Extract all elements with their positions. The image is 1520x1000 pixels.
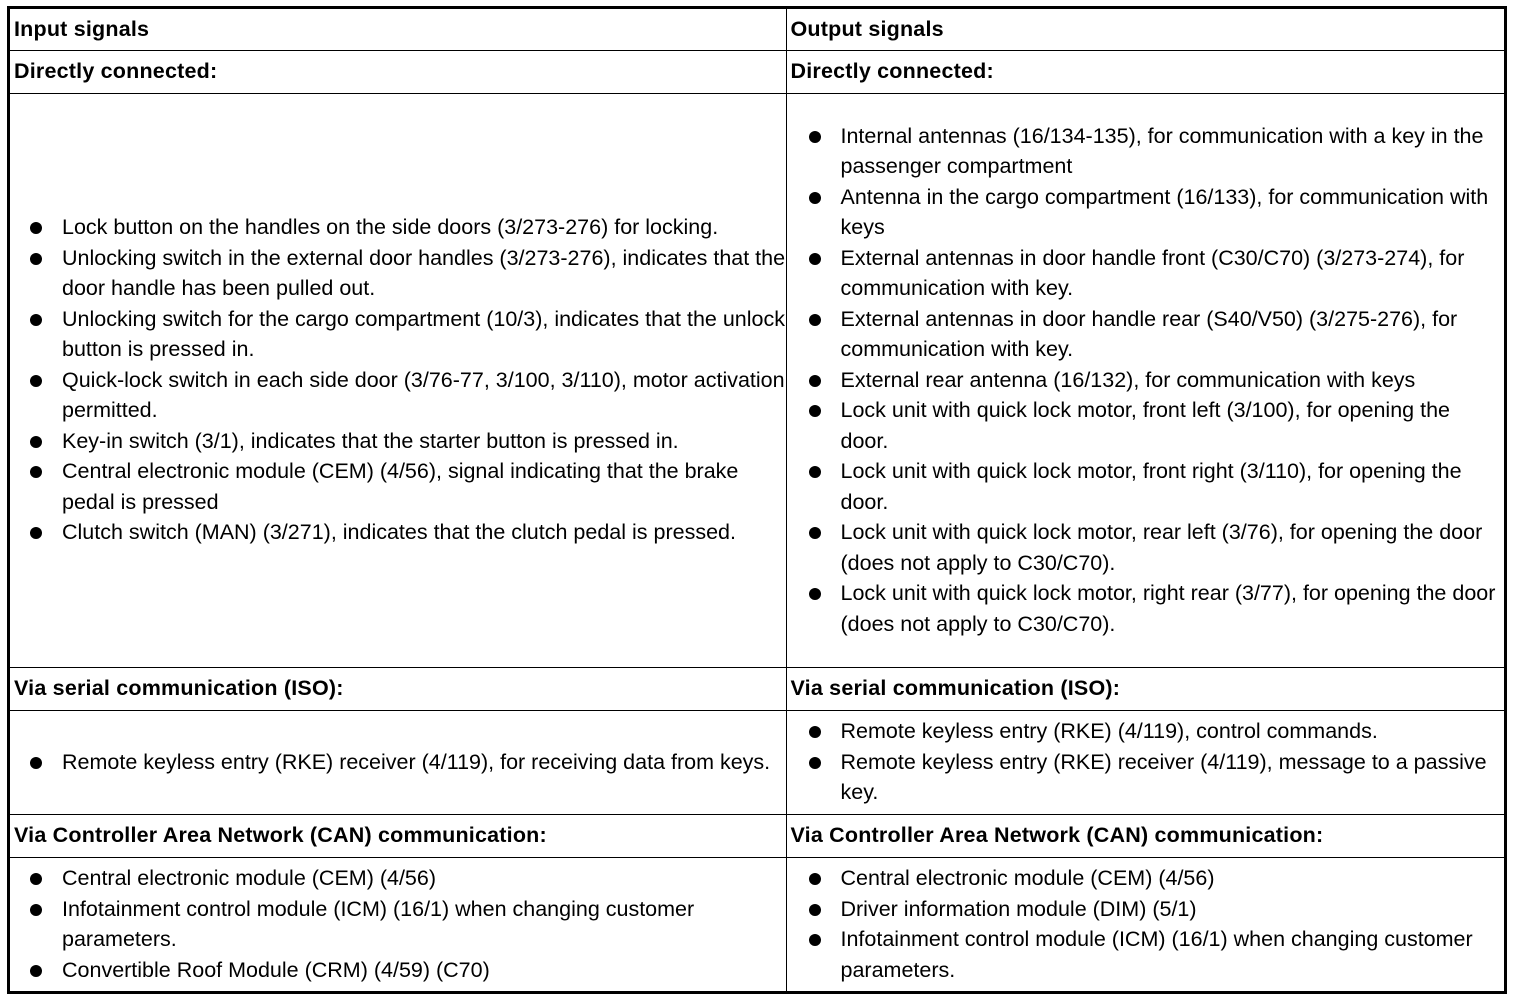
list-item xyxy=(62,304,786,365)
input-iso-list xyxy=(10,710,786,814)
list-item-text: Quick-lock switch in each side door (3/76-77, 3/100, 3/110), motor activation permitted. xyxy=(62,367,785,423)
list-item-text: Central electronic module (CEM) (4/56) xyxy=(62,866,436,891)
list-item-text: Remote keyless entry (RKE) receiver (4/119), message to a passive key. xyxy=(840,749,1487,805)
list-item-text: Unlocking switch in the external door handles (3/273-276), indicates that the door handle has been pulled out. xyxy=(62,245,786,301)
list-item xyxy=(841,578,1501,639)
list-item-text: Remote keyless entry (RKE) receiver (4/119), for receiving data from keys. xyxy=(62,749,771,774)
bullet-icon xyxy=(30,466,42,478)
bullet-icon xyxy=(30,873,42,885)
list-item xyxy=(841,243,1501,304)
signals-table xyxy=(7,6,1507,994)
list-item xyxy=(841,456,1501,517)
list-item xyxy=(62,894,786,955)
bullet-icon xyxy=(809,726,821,738)
bullet-icon xyxy=(30,904,42,916)
output-directly-connected-list xyxy=(786,93,1504,667)
bullet-icon xyxy=(30,253,42,265)
list-item-text: Convertible Roof Module (CRM) (4/59) (C70) xyxy=(62,957,490,982)
list-item-text: Lock unit with quick lock motor, front left (3/100), for opening the door. xyxy=(840,398,1450,453)
input-signals-header: Input signals xyxy=(10,9,786,50)
list-item-text: Lock button on the handles on the side doors (3/273-276) for locking. xyxy=(62,215,719,240)
bullet-icon xyxy=(809,131,821,143)
bullet-icon xyxy=(809,466,821,478)
list-item-text: Central electronic module (CEM) (4/56), signal indicating that the brake pedal is pressed xyxy=(62,459,739,514)
list-item-text: Antenna in the cargo compartment (16/133), for communication with keys xyxy=(840,184,1489,240)
list-item-text: Remote keyless entry (RKE) (4/119), control commands. xyxy=(840,719,1378,744)
list-item xyxy=(62,863,786,894)
output-can-list xyxy=(786,857,1504,991)
bullet-icon xyxy=(809,375,821,387)
bullet-icon xyxy=(30,757,42,769)
list-item xyxy=(62,456,786,517)
bullet-icon xyxy=(809,757,821,769)
output-can-heading: Via Controller Area Network (CAN) communication: xyxy=(786,814,1504,857)
input-directly-connected-list xyxy=(10,93,786,667)
list-item xyxy=(841,863,1501,894)
list-item-text: Infotainment control module (ICM) (16/1) when changing customer parameters. xyxy=(840,927,1473,982)
list-item-text: External antennas in door handle rear (S40/V50) (3/275-276), for communication with key. xyxy=(840,306,1458,362)
list-item-text: External rear antenna (16/132), for communication with keys xyxy=(840,367,1416,392)
list-item xyxy=(841,924,1501,985)
input-iso-heading: Via serial communication (ISO): xyxy=(10,667,786,710)
list-item xyxy=(841,894,1501,925)
input-directly-connected-heading: Directly connected: xyxy=(10,50,786,93)
bullet-icon xyxy=(809,904,821,916)
list-item-text: Key-in switch (3/1), indicates that the starter button is pressed in. xyxy=(62,428,679,453)
list-item-text: Unlocking switch for the cargo compartment (10/3), indicates that the unlock button is pressed in. xyxy=(62,306,785,362)
list-item-text: Lock unit with quick lock motor, right rear (3/77), for opening the door (does not apply to C30/C70). xyxy=(840,581,1496,636)
bullet-icon xyxy=(809,314,821,326)
list-item xyxy=(62,747,786,778)
output-iso-heading: Via serial communication (ISO): xyxy=(786,667,1504,710)
bullet-icon xyxy=(30,965,42,977)
list-item-text: Central electronic module (CEM) (4/56) xyxy=(840,866,1215,891)
bullet-icon xyxy=(30,314,42,326)
output-iso-list xyxy=(786,710,1504,814)
bullet-icon xyxy=(809,588,821,600)
bullet-icon xyxy=(30,527,42,539)
list-item xyxy=(841,747,1501,808)
list-item xyxy=(62,365,786,426)
list-item xyxy=(841,395,1501,456)
input-can-list xyxy=(10,857,786,991)
list-item xyxy=(841,716,1501,747)
list-item xyxy=(62,955,786,986)
bullet-icon xyxy=(30,222,42,234)
list-item xyxy=(841,365,1501,396)
list-item-text: Driver information module (DIM) (5/1) xyxy=(840,896,1197,921)
list-item-text: External antennas in door handle front (C30/C70) (3/273-274), for communication with key. xyxy=(840,245,1465,301)
list-item xyxy=(62,426,786,457)
list-item xyxy=(841,121,1501,182)
list-item xyxy=(62,243,786,304)
list-item xyxy=(841,517,1501,578)
list-item xyxy=(841,304,1501,365)
bullet-icon xyxy=(809,192,821,204)
list-item-text: Lock unit with quick lock motor, front right (3/110), for opening the door. xyxy=(840,459,1462,514)
output-directly-connected-heading: Directly connected: xyxy=(786,50,1504,93)
bullet-icon xyxy=(809,934,821,946)
list-item xyxy=(62,517,786,548)
list-item xyxy=(62,212,786,243)
bullet-icon xyxy=(809,253,821,265)
list-item-text: Clutch switch (MAN) (3/271), indicates that the clutch pedal is pressed. xyxy=(62,520,736,545)
bullet-icon xyxy=(809,527,821,539)
bullet-icon xyxy=(809,405,821,417)
input-can-heading: Via Controller Area Network (CAN) communication: xyxy=(10,814,786,857)
bullet-icon xyxy=(30,436,42,448)
list-item-text: Internal antennas (16/134-135), for communication with a key in the passenger compartment xyxy=(840,123,1484,179)
list-item xyxy=(841,182,1501,243)
bullet-icon xyxy=(30,375,42,387)
bullet-icon xyxy=(809,873,821,885)
list-item-text: Lock unit with quick lock motor, rear left (3/76), for opening the door (does not apply to C30/C70). xyxy=(840,520,1483,575)
list-item-text: Infotainment control module (ICM) (16/1) when changing customer parameters. xyxy=(62,896,695,952)
output-signals-header: Output signals xyxy=(786,9,1504,50)
